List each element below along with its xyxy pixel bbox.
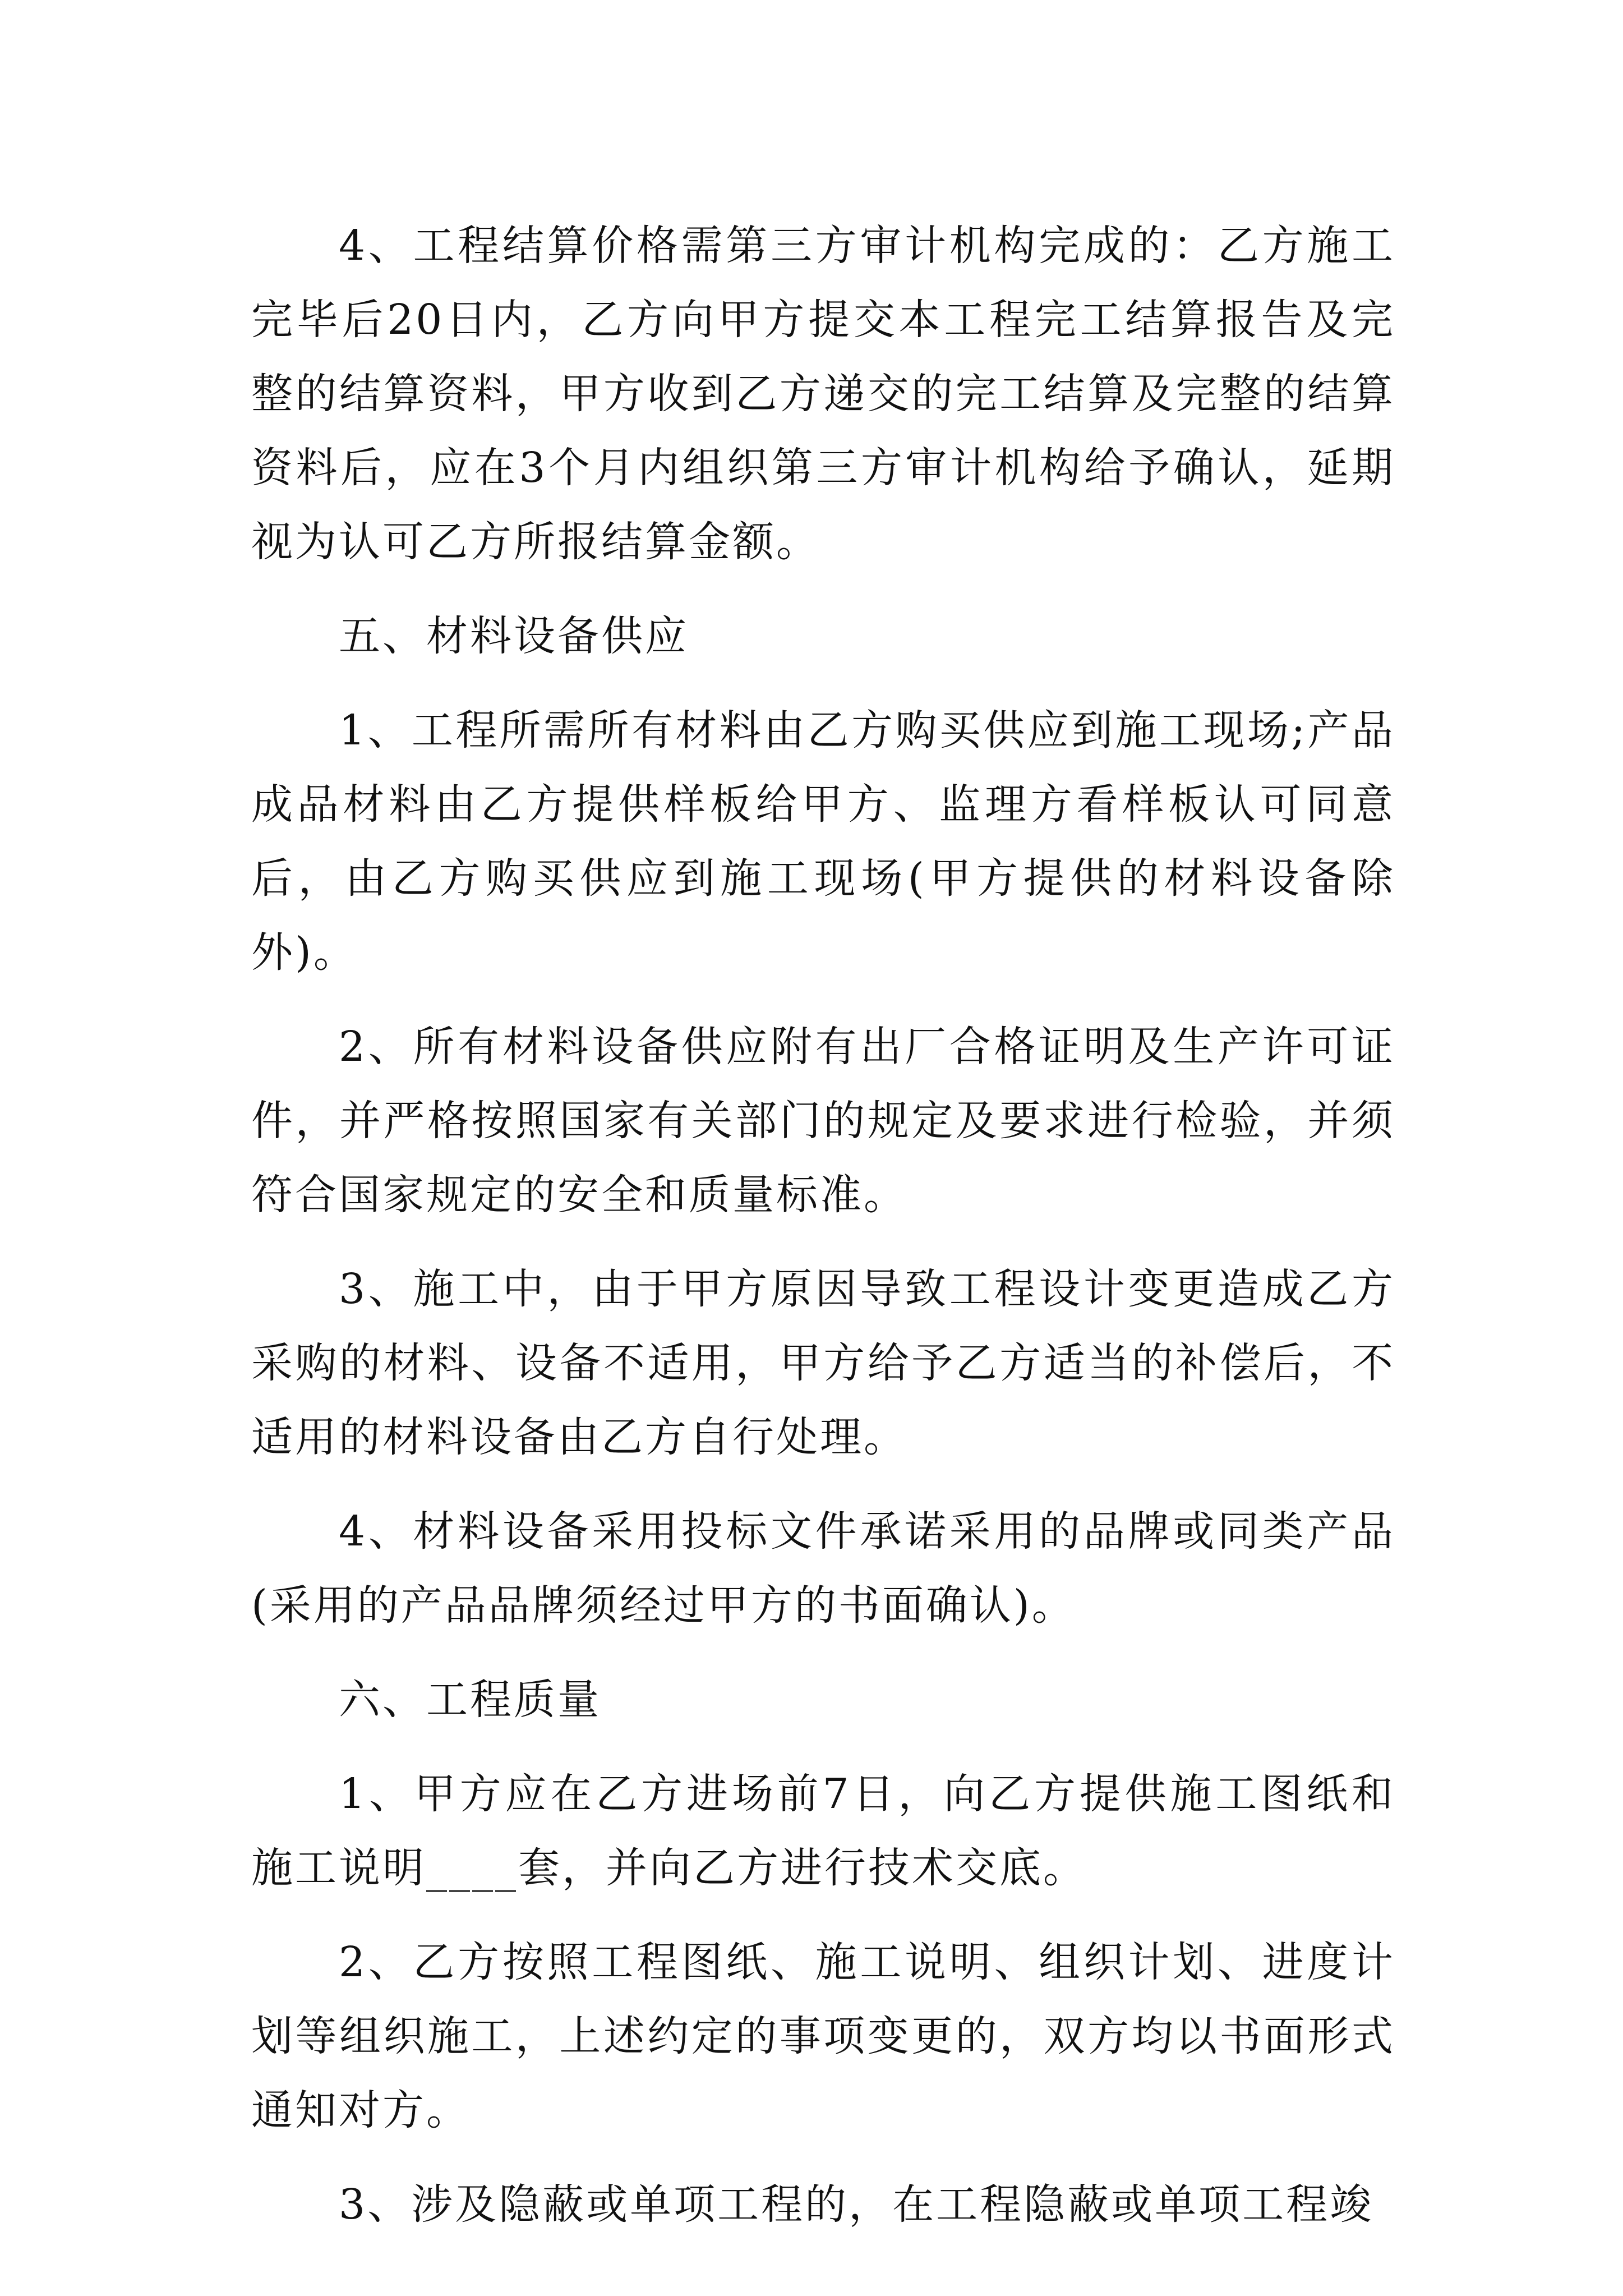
section-heading-quality: 六、工程质量 bbox=[339, 1676, 601, 1724]
paragraph-materials-3: 3、施工中，由于甲方原因导致工程设计变更造成乙方采购的材料、设备不适用，甲方给予乙方适当的补偿后，不适用的材料设备由乙方自行处理。 bbox=[251, 1265, 1395, 1461]
paragraph-settlement-audit: 4、工程结算价格需第三方审计机构完成的：乙方施工完毕后20日内，乙方向甲方提交本工程完工结算报告及完整的结算资料，甲方收到乙方递交的完工结算及完整的结算资料后，应在3个月内组织第三方审计机构给予确认，延期视为认可乙方所报结算金额。 bbox=[251, 222, 1395, 566]
paragraph-quality-3: 3、涉及隐蔽或单项工程的，在工程隐蔽或单项工程竣 bbox=[339, 2180, 1374, 2229]
document-body bbox=[251, 209, 1395, 2246]
paragraph-materials-4: 4、材料设备采用投标文件承诺采用的品牌或同类产品(采用的产品品牌须经过甲方的书面确认)。 bbox=[251, 1507, 1395, 1630]
paragraph-materials-1: 1、工程所需所有材料由乙方购买供应到施工现场;产品成品材料由乙方提供样板给甲方、监理方看样板认可同意后，由乙方购买供应到施工现场(甲方提供的材料设备除外)。 bbox=[251, 706, 1395, 977]
paragraph-materials-2: 2、所有材料设备供应附有出厂合格证明及生产许可证件，并严格按照国家有关部门的规定及要求进行检验，并须符合国家规定的安全和质量标准。 bbox=[251, 1023, 1395, 1219]
section-heading-materials: 五、材料设备供应 bbox=[339, 612, 689, 660]
paragraph-quality-1: 1、甲方应在乙方进场前7日，向乙方提供施工图纸和施工说明____套，并向乙方进行技术交底。 bbox=[251, 1770, 1395, 1892]
paragraph-quality-2: 2、乙方按照工程图纸、施工说明、组织计划、进度计划等组织施工，上述约定的事项变更的，双方均以书面形式通知对方。 bbox=[251, 1938, 1395, 2134]
